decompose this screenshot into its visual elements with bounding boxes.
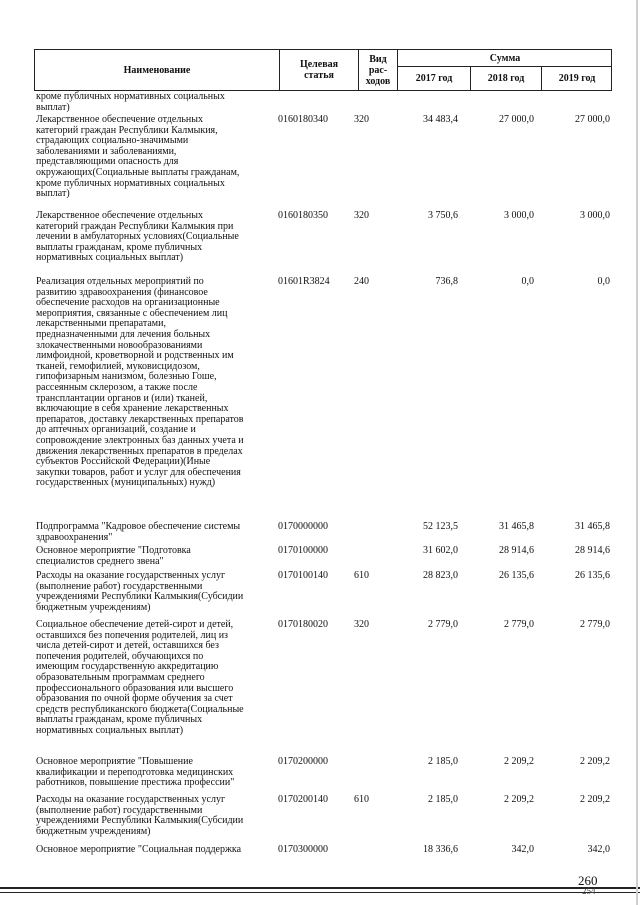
row-name: Основное мероприятие "Подготовка специалистов среднего звена": [36, 545, 191, 567]
row-2017: 28 823,0: [423, 570, 458, 581]
row-code: 0160180340: [278, 114, 328, 125]
header-2017: [398, 67, 470, 90]
row-code: 01601R3824: [278, 276, 330, 287]
header-2019: [542, 67, 612, 90]
row-2017: 3 750,6: [428, 210, 458, 221]
row-2019: 28 914,6: [575, 545, 610, 556]
header-2018-label: 2018 год: [487, 73, 525, 84]
row-name: Основное мероприятие "Социальная поддержка: [36, 844, 242, 855]
row-vid: 320: [354, 619, 369, 630]
row-2018: 28 914,6: [499, 545, 534, 556]
row-2017: 31 602,0: [423, 545, 458, 556]
row-code: 0170180020: [278, 619, 328, 630]
page-number-old: 254: [582, 886, 596, 896]
row-2018: 0,0: [521, 276, 534, 287]
header-name-label: Наименование: [123, 64, 191, 76]
row-2018: 2 209,2: [504, 794, 534, 805]
row-2017: 2 185,0: [428, 794, 458, 805]
row-2019: 26 135,6: [575, 570, 610, 581]
row-2017: 2 779,0: [428, 619, 458, 630]
header-2017-label: 2017 год: [415, 73, 453, 84]
row-vid: 240: [354, 276, 369, 287]
row-2019: 2 779,0: [580, 619, 610, 630]
row-2018: 31 465,8: [499, 521, 534, 532]
header-code-label: Целевая статья: [299, 59, 339, 81]
row-name: Расходы на оказание государственных услуг (выполнение работ) государственными учреждениями Республики Калмыкия(Субсидии бюджетным учреждениям): [36, 570, 244, 613]
row-2018: 3 000,0: [504, 210, 534, 221]
header-sum: [398, 50, 612, 66]
row-vid: 610: [354, 794, 369, 805]
header-name: [35, 50, 279, 90]
page-number: 260: [578, 873, 598, 888]
row-code: 0170100140: [278, 570, 328, 581]
row-code: 0170300000: [278, 844, 328, 855]
row-2018: 26 135,6: [499, 570, 534, 581]
header-2019-label: 2019 год: [558, 73, 596, 84]
row-code: 0170200000: [278, 756, 328, 767]
row-name: кроме публичных нормативных социальных выплат): [36, 91, 225, 113]
row-2017: 52 123,5: [423, 521, 458, 532]
row-2018: 2 209,2: [504, 756, 534, 767]
header-2018: [471, 67, 541, 90]
row-2019: 2 209,2: [580, 756, 610, 767]
row-code: 0170200140: [278, 794, 328, 805]
row-2018: 342,0: [511, 844, 534, 855]
row-vid: 320: [354, 114, 369, 125]
header-code: [280, 50, 358, 90]
row-2017: 18 336,6: [423, 844, 458, 855]
row-code: 0170100000: [278, 545, 328, 556]
row-2017: 736,8: [435, 276, 458, 287]
row-2017: 34 483,4: [423, 114, 458, 125]
header-vid: [359, 50, 397, 90]
row-name: Реализация отдельных мероприятий по развитию здравоохранения (финансовое обеспечение расходов на организационные мероприятия, связанные с обеспечением лиц лекарственными препаратами, предназначенными для лечения больных злокачественными новообразованиями лимфоидной, кроветворной и родственных им тканей, гемофилией, муковисцидозом, гипофизарным нанизмом, болезнью Гоше, рассеянным склерозом, а также после трансплантации органов и (или) тканей, включающие в себя хранение лекарственных препаратов, доставку лекарственных препаратов до аптечных организаций, создание и сопровождение электронных баз данных учета и движения лекарственных препаратов в пределах субъектов Российской Федерации)(Иные закупки товаров, работ и услуг для обеспечения государственных (муниципальных) нужд): [36, 276, 244, 489]
row-2019: 27 000,0: [575, 114, 610, 125]
row-2019: 342,0: [587, 844, 610, 855]
row-2019: 2 209,2: [580, 794, 610, 805]
row-name: Расходы на оказание государственных услуг (выполнение работ) государственными учреждениями Республики Калмыкия(Субсидии бюджетным учреждениям): [36, 794, 244, 837]
row-name: Лекарственное обеспечение отдельных категорий граждан Республики Калмыкия, страдающих социально-значимыми заболеваниями и заболеваниями, представляющими опасность для окружающих(Социальные выплаты гражданам, кроме публичных нормативных социальных выплат): [36, 114, 240, 200]
row-2018: 2 779,0: [504, 619, 534, 630]
header-sum-label: Сумма: [489, 52, 521, 64]
row-2019: 31 465,8: [575, 521, 610, 532]
table-header: [34, 49, 612, 91]
row-name: Основное мероприятие "Повышение квалификации и переподготовка медицинских работников, повышение престижа профессии": [36, 756, 235, 789]
row-2018: 27 000,0: [499, 114, 534, 125]
divider: [0, 887, 640, 889]
row-code: 0170000000: [278, 521, 328, 532]
row-name: Социальное обеспечение детей-сирот и детей, оставшихся без попечения родителей, лиц из числа детей-сирот и детей, оставшихся без попечения родителей, обучающихся по имеющим государственную аккредитацию образовательным программам среднего профессионального образования или высшего образования по очной форме обучения за счет средств республиканского бюджета(Социальные выплаты гражданам, кроме публичных нормативных социальных выплат): [36, 619, 244, 736]
row-vid: 320: [354, 210, 369, 221]
scan-edge: [636, 0, 638, 905]
row-vid: 610: [354, 570, 369, 581]
divider: [0, 892, 640, 893]
footer-rule: [0, 880, 640, 900]
row-code: 0160180350: [278, 210, 328, 221]
row-2019: 3 000,0: [580, 210, 610, 221]
header-vid-label: Вид рас- ходов: [365, 53, 391, 87]
row-2019: 0,0: [597, 276, 610, 287]
row-2017: 2 185,0: [428, 756, 458, 767]
row-name: Подпрограмма "Кадровое обеспечение системы здравоохранения": [36, 521, 241, 543]
row-name: Лекарственное обеспечение отдельных категорий граждан Республики Калмыкия при лечении в амбулаторных условиях(Социальные выплаты гражданам, кроме публичных нормативных социальных выплат): [36, 210, 239, 264]
